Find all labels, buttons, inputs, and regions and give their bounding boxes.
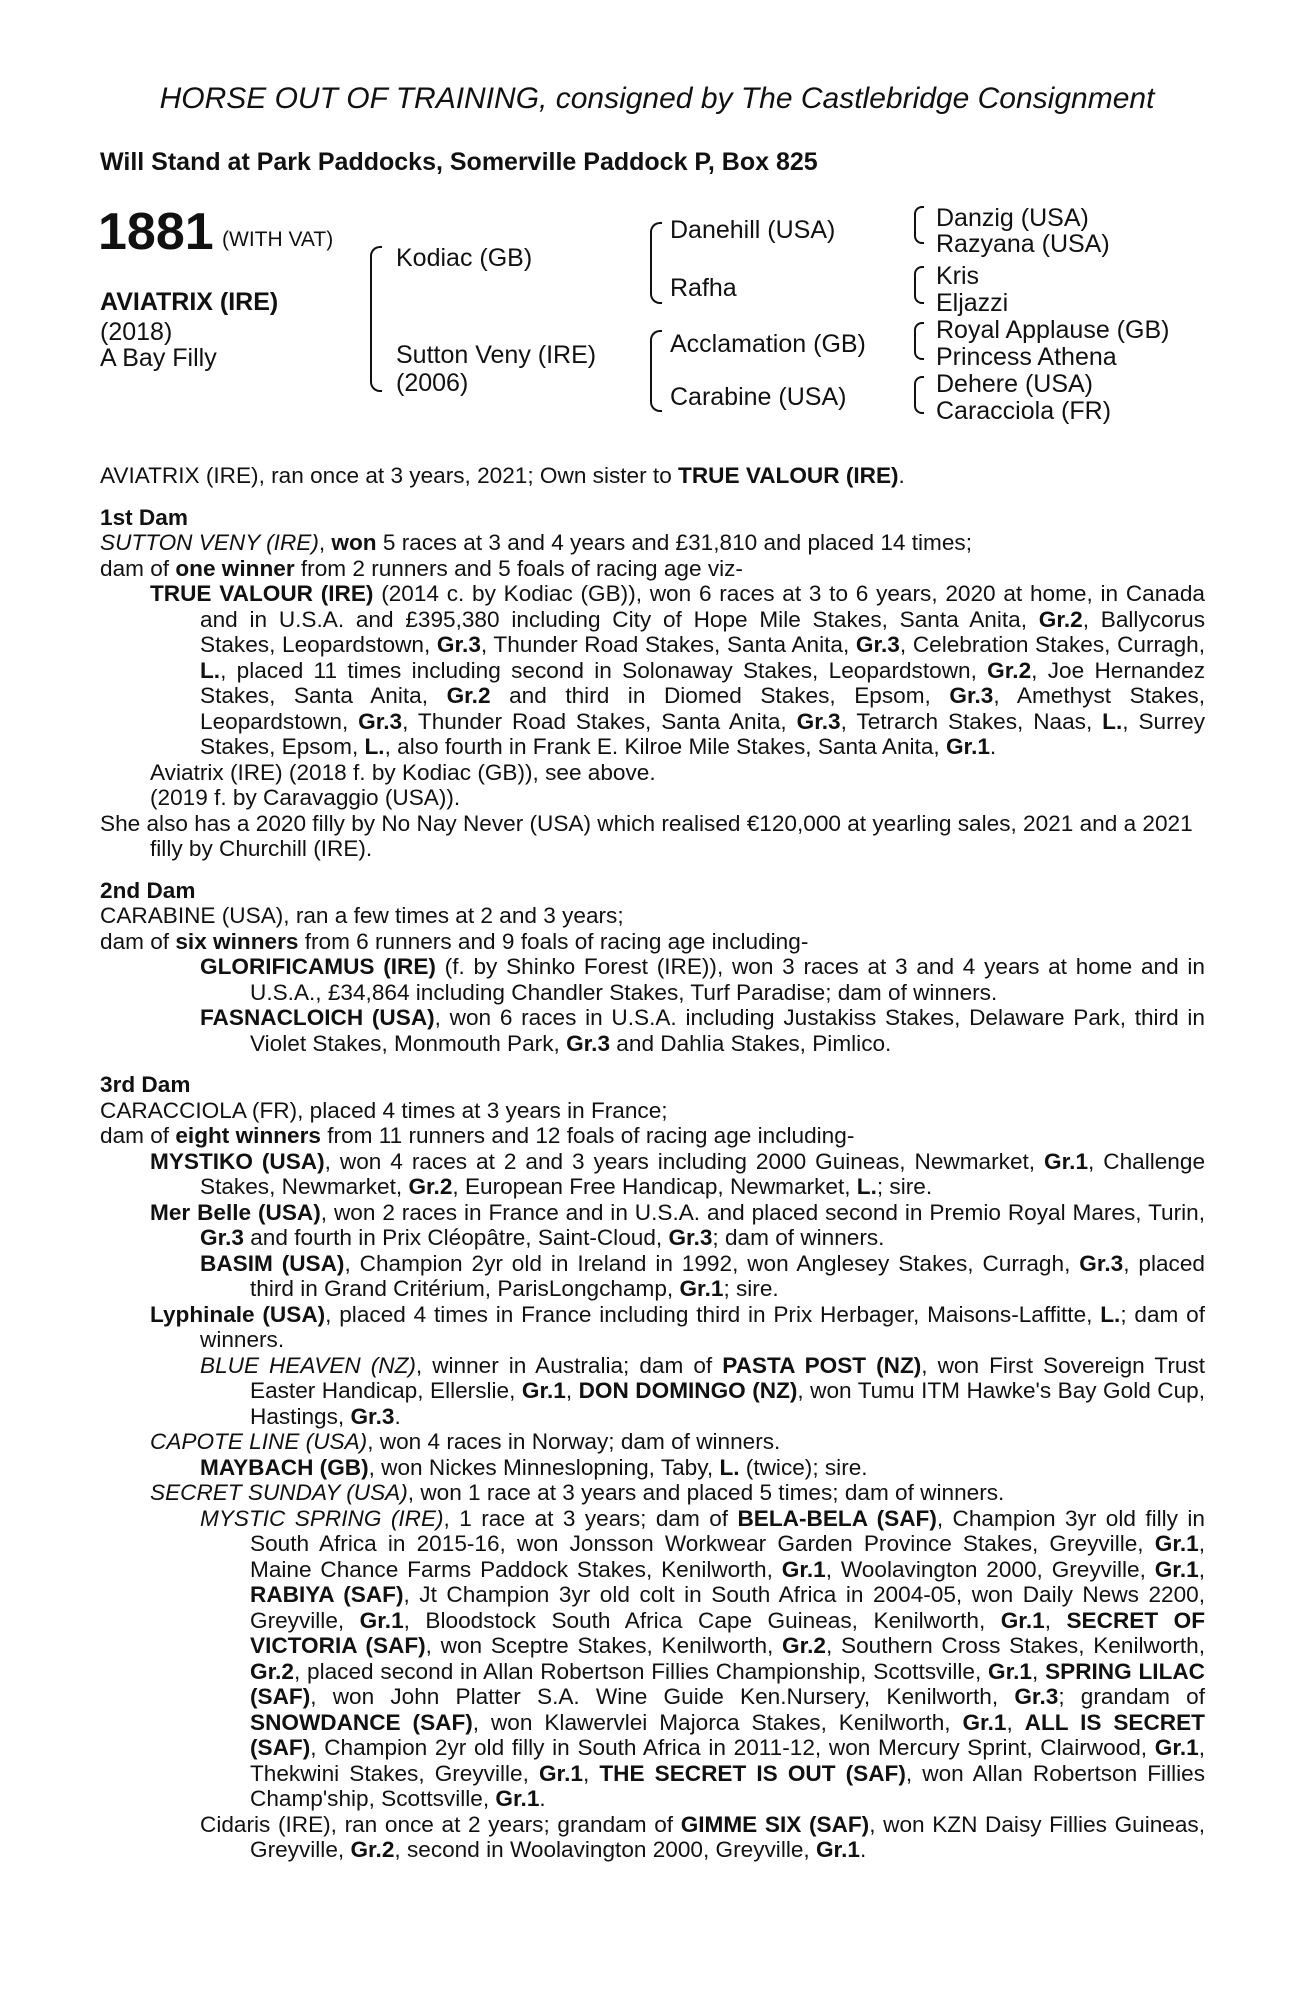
text-run: , Bloodstock South Africa Cape Guineas, Kenilworth, [403, 1607, 1001, 1633]
text-run: . [539, 1786, 546, 1811]
bold-text: DON DOMINGO (NZ) [578, 1378, 798, 1403]
stand-location: Will Stand at Park Paddocks, Somerville Paddock P, Box 825 [100, 148, 818, 176]
bold-text: FASNACLOICH (USA) [200, 1005, 435, 1030]
text-run: (2014 c. by Kodiac (GB)), won 6 races at 3 to 6 years, 2020 at home, in Canada and in U.S.A. and £395,380 including City of Hope Mile Stakes, Santa Anita, [200, 581, 1205, 632]
text-run: , Surrey Stakes, Epsom, [200, 708, 1206, 759]
text-run: , Maine Chance Farms Paddock Stakes, Kenilworth, [250, 1531, 1205, 1582]
vat-note: (WITH VAT) [222, 228, 334, 251]
gen3-brace-3 [914, 322, 924, 360]
text-run: , placed 11 times including second in Solonaway Stakes, Leopardstown, [220, 657, 988, 683]
text-run: , won 4 races at 2 and 3 years including 2000 Guineas, Newmarket, [324, 1148, 1045, 1174]
pedigree-dsd: Princess Athena [936, 343, 1117, 371]
bold-text: Gr.2 [408, 1174, 453, 1199]
text-run: , Amethyst Stakes, Leopardstown, [200, 683, 1205, 734]
text-run: and Dahlia Stakes, Pimlico. [610, 1030, 892, 1056]
pedigree-dss: Royal Applause (GB) [936, 316, 1170, 344]
sep: , [318, 530, 332, 555]
text-run: , won Nickes Minneslopning, Taby, [368, 1454, 720, 1480]
text-run: , won John Platter S.A. Wine Guide Ken.Nursery, Kenilworth, [310, 1684, 1015, 1709]
pedigree-dam-sire: Acclamation (GB) [670, 330, 866, 358]
winner-count: one winner [175, 555, 295, 581]
bold-text: Gr.2 [446, 683, 491, 708]
produce-summary: from 6 runners and 9 foals of racing age including- [298, 928, 809, 954]
bold-text: Gr.3 [200, 1225, 244, 1250]
produce-capote-line [100, 1429, 1205, 1455]
bold-text: Gr.1 [988, 1658, 1032, 1684]
bold-text: Gr.1 [945, 734, 990, 759]
bold-text: GLORIFICAMUS (IRE) [200, 954, 436, 979]
bold-text: L. [200, 657, 221, 683]
pedigree-sds: Kris [936, 262, 980, 290]
gen3-brace-1 [914, 206, 924, 244]
text-run: and third in Diomed Stakes, Epsom, [490, 683, 950, 708]
third-dam-produce-line [100, 1123, 1205, 1149]
winner-count: eight winners [175, 1123, 321, 1148]
text-run: and fourth in Prix Cléopâtre, Saint-Cloud, [243, 1225, 669, 1250]
winner-count: six winners [175, 928, 299, 954]
text-run: , Woolavington 2000, Greyville, [825, 1556, 1155, 1582]
bold-text: Gr.1 [815, 1837, 860, 1862]
produce-glorificamus [100, 954, 1205, 1005]
text-run: , Ballycorus Stakes, Leopardstown, [200, 606, 1205, 657]
bold-text: Gr.2 [350, 1837, 395, 1862]
bold-text: Gr.1 [679, 1276, 724, 1301]
italic-text: BLUE HEAVEN (NZ) [200, 1352, 416, 1378]
italic-text: CAPOTE LINE (USA) [150, 1429, 368, 1454]
text-run: , won 2 races in France and in U.S.A. and placed second in Premio Royal Mares, Turin, [320, 1199, 1205, 1225]
text-run: , Jt Champion 3yr old colt in South Africa in 2004-05, won Daily News 2200, Greyville, [250, 1582, 1205, 1633]
text-run: , won Allan Robertson Fillies Champ'ship, Scottsville, [250, 1760, 1205, 1811]
bold-text: Gr.1 [781, 1556, 826, 1582]
pedigree-sdd: Eljazzi [936, 289, 1009, 317]
bold-text: MYSTIKO (USA) [150, 1148, 325, 1174]
bold-text: Gr.3 [358, 708, 403, 734]
text-run: ; sire. [723, 1276, 779, 1301]
produce-cidaris [100, 1812, 1205, 1863]
text-run: , won Klawervlei Majorca Stakes, Kenilworth, [472, 1709, 963, 1735]
bold-text: Gr.2 [987, 657, 1032, 683]
bold-text: L. [1102, 708, 1123, 734]
text-run: , won 6 races in U.S.A. including Justakiss Stakes, Delaware Park, third in Violet Stakes, Monmouth Park, [250, 1005, 1205, 1056]
produce-true-valour [100, 581, 1205, 760]
text-run: ; dam of winners. [200, 1301, 1205, 1352]
bold-text: GIMME SIX (SAF) [680, 1811, 870, 1837]
bold-text: Gr.1 [495, 1786, 540, 1811]
text-run: (f. by Shinko Forest (IRE)), won 3 races at 3 and 4 years at home and in U.S.A., £34,864 including Chandler Stakes, Turf Paradise; dam of winners. [250, 954, 1205, 1005]
produce-summary: from 11 runners and 12 foals of racing age including- [320, 1123, 855, 1148]
summary-text: AVIATRIX (IRE), ran once at 3 years, 2021; Own sister to [100, 463, 679, 488]
summary-end: . [898, 463, 905, 488]
text-run: , Champion 2yr old in Ireland in 1992, won Anglesey Stakes, Curragh, [344, 1250, 1080, 1276]
pedigree-dam-year: (2006) [396, 369, 469, 397]
pedigree-sire: Kodiac (GB) [396, 244, 533, 272]
bold-text: Gr.3 [668, 1225, 713, 1250]
produce-fasnacloich [100, 1005, 1205, 1056]
bold-text: Gr.2 [1038, 606, 1083, 632]
second-dam-heading: 2nd Dam [100, 877, 196, 903]
text-run: , European Free Handicap, Newmarket, [452, 1174, 857, 1199]
bold-text: SPRING LILAC (SAF) [250, 1658, 1206, 1709]
bold-text: Gr.1 [1044, 1148, 1089, 1174]
dam-record: 5 races at 3 and 4 years and £31,810 and placed 14 times; [376, 530, 972, 555]
bold-text: Gr.3 [855, 632, 900, 657]
text-run: , won KZN Daisy Fillies Guineas, Greyville, [250, 1811, 1206, 1862]
sister-name: TRUE VALOUR (IRE) [678, 463, 899, 488]
third-dam-line: CARACCIOLA (FR), placed 4 times at 3 years in France; [100, 1097, 668, 1123]
produce-summary: from 2 runners and 5 foals of racing age viz- [294, 555, 743, 581]
bold-text: Gr.1 [962, 1709, 1007, 1735]
text-run: , Thekwini Stakes, Greyville, [250, 1735, 1205, 1786]
text-run: ; dam of winners. [712, 1225, 885, 1250]
text-run: , [582, 1760, 600, 1786]
bold-text: Gr.1 [1000, 1607, 1045, 1633]
produce-mystic-spring [100, 1506, 1205, 1812]
dam-of: dam of [100, 928, 176, 954]
produce-note: She also has a 2020 filly by No Nay Never (USA) which realised €120,000 at yearling sales, 2021 and a 2021 filly by Churchill (IRE). [100, 810, 1193, 861]
gen3-brace-2 [914, 266, 924, 304]
bold-text: Gr.1 [1154, 1556, 1199, 1582]
consignor-header: HORSE OUT OF TRAINING, consigned by The Castlebridge Consignment [159, 82, 1155, 115]
bold-text: SECRET OF VICTORIA (SAF) [250, 1607, 1206, 1658]
text-run: , Challenge Stakes, Newmarket, [200, 1148, 1206, 1199]
bold-text: Lyphinale (USA) [150, 1301, 326, 1327]
bold-text: Gr.2 [250, 1658, 294, 1684]
text-run: , Celebration Stakes, Curragh, [899, 632, 1205, 657]
produce-basim [100, 1251, 1205, 1302]
first-dam-heading: 1st Dam [100, 504, 188, 530]
bold-text: Gr.1 [359, 1607, 404, 1633]
produce-2019: (2019 f. by Caravaggio (USA)). [150, 785, 461, 810]
pedigree-dam: Sutton Veny (IRE) [396, 341, 597, 369]
pedigree-ssd: Razyana (USA) [936, 230, 1110, 258]
text-run: , Champion 2yr old filly in South Africa in 2011-12, won Mercury Sprint, Clairwood, [310, 1735, 1155, 1760]
bold-text: Gr.3 [1014, 1684, 1059, 1709]
second-dam-line: CARABINE (USA), ran a few times at 2 and 3 years; [100, 903, 624, 928]
bold-text: THE SECRET IS OUT (SAF) [599, 1760, 906, 1786]
text-run: . [394, 1403, 401, 1429]
bold-text: Gr.3 [566, 1030, 611, 1056]
bold-text: Gr.3 [1079, 1250, 1124, 1276]
text-run: ; grandam of [1058, 1684, 1205, 1709]
third-dam-heading: 3rd Dam [100, 1072, 191, 1097]
sire-dam-brace [370, 246, 382, 392]
bold-text: ALL IS SECRET (SAF) [250, 1709, 1205, 1760]
bold-text: Gr.2 [782, 1633, 826, 1658]
produce-lyphinale [100, 1302, 1205, 1353]
text-run: , [565, 1378, 579, 1403]
text-run: , won First Sovereign Trust Easter Handicap, Ellerslie, [250, 1352, 1205, 1403]
text-run: , [1044, 1607, 1067, 1633]
text-run: , [1006, 1709, 1025, 1735]
text-run: (twice); sire. [739, 1454, 868, 1480]
produce-mystiko [100, 1149, 1205, 1200]
dam-name: SUTTON VENY (IRE) [100, 530, 319, 555]
bold-text: Gr.3 [350, 1403, 395, 1429]
text-run: , Tetrarch Stakes, Naas, [840, 708, 1103, 734]
horse-year: (2018) [100, 318, 173, 346]
bold-text: Gr.3 [436, 632, 481, 657]
dam-line-brace [650, 330, 662, 412]
bold-text: SNOWDANCE (SAF) [250, 1709, 473, 1735]
text-run: , winner in Australia; dam of [415, 1352, 723, 1378]
bold-text: Gr.1 [538, 1760, 583, 1786]
pedigree-ddd: Caracciola (FR) [936, 397, 1112, 425]
text-run: , second in Woolavington 2000, Greyville, [394, 1837, 816, 1862]
dam-of: dam of [100, 1123, 176, 1148]
bold-text: BASIM (USA) [200, 1250, 345, 1276]
dam-of: dam of [100, 555, 176, 581]
text-run: Cidaris (IRE), ran once at 2 years; grandam of [200, 1811, 681, 1837]
produce-secret-sunday [100, 1480, 1205, 1506]
horse-name: AVIATRIX (IRE) [100, 288, 279, 316]
sire-line-brace [650, 222, 662, 304]
italic-text: SECRET SUNDAY (USA) [150, 1480, 408, 1505]
bold-text: Gr.3 [796, 708, 841, 734]
text-run: , 1 race at 3 years; dam of [443, 1505, 738, 1531]
bold-text: RABIYA (SAF) [250, 1582, 404, 1607]
bold-text: Gr.3 [949, 683, 994, 708]
pedigree-sss: Danzig (USA) [936, 204, 1089, 232]
produce-mer-belle [100, 1200, 1205, 1251]
bold-text: Mer Belle (USA) [150, 1199, 321, 1225]
pedigree-sire-dam: Rafha [670, 274, 737, 302]
bold-text: Gr.1 [521, 1378, 566, 1403]
produce-blue-heaven [100, 1353, 1205, 1430]
produce-maybach [100, 1455, 1205, 1481]
bold-text: BELA-BELA (SAF) [737, 1505, 937, 1531]
text-run: ; sire. [876, 1174, 933, 1199]
text-run: . [859, 1837, 867, 1862]
lot-number: 1881 [98, 203, 214, 261]
text-run: , won 4 races in Norway; dam of winners. [367, 1429, 781, 1454]
first-dam-line [100, 530, 1205, 556]
text-run: , [1032, 1658, 1046, 1684]
second-dam-produce-line [100, 929, 1205, 955]
pedigree-dds: Dehere (USA) [936, 370, 1093, 398]
text-run: , Joe Hernandez Stakes, Santa Anita, [200, 657, 1205, 708]
text-run: , won Sceptre Stakes, Kenilworth, [425, 1633, 783, 1658]
text-run: , won Tumu ITM Hawke's Bay Gold Cup, Hastings, [250, 1378, 1205, 1429]
bold-text: PASTA POST (NZ) [722, 1352, 922, 1378]
text-run: , won 1 race at 3 years and placed 5 times; dam of winners. [407, 1480, 1005, 1505]
bold-text: TRUE VALOUR (IRE) [150, 581, 374, 606]
bold-text: Gr.1 [1154, 1531, 1199, 1556]
pedigree-sire-sire: Danehill (USA) [670, 216, 836, 244]
bold-text: L. [856, 1174, 877, 1199]
catalogue-body [100, 463, 1205, 1863]
produce-aviatrix: Aviatrix (IRE) (2018 f. by Kodiac (GB)), see above. [150, 759, 656, 785]
text-run: . [989, 734, 997, 759]
text-run: , Southern Cross Stakes, Kenilworth, [826, 1633, 1206, 1658]
text-run: , [1198, 1556, 1205, 1582]
bold-text: MAYBACH (GB) [200, 1454, 369, 1480]
horse-description: A Bay Filly [100, 344, 217, 372]
text-run: , placed third in Grand Critérium, ParisLongchamp, [250, 1250, 1205, 1301]
first-dam-produce-line [100, 556, 1205, 582]
italic-text: MYSTIC SPRING (IRE) [200, 1505, 444, 1531]
text-run: , Thunder Road Stakes, Santa Anita, [480, 632, 856, 657]
gen3-brace-4 [914, 376, 924, 414]
pedigree-dam-dam: Carabine (USA) [670, 383, 847, 411]
text-run: , Champion 3yr old filly in South Africa in 2015-16, won Jonsson Workwear Garden Province Stakes, Greyville, [250, 1505, 1205, 1556]
bold-text: L. [719, 1454, 740, 1480]
text-run: , Thunder Road Stakes, Santa Anita, [402, 708, 797, 734]
bold-text: Gr.1 [1154, 1735, 1199, 1760]
bold-text: L. [1100, 1301, 1121, 1327]
text-run: , also fourth in Frank E. Kilroe Mile Stakes, Santa Anita, [384, 734, 946, 759]
text-run: , placed 4 times in France including third in Prix Herbager, Maisons-Laffitte, [325, 1301, 1101, 1327]
won-word: won [331, 530, 377, 555]
text-run: , placed second in Allan Robertson Fillies Championship, Scottsville, [293, 1658, 989, 1684]
summary-line [100, 463, 1205, 489]
bold-text: L. [364, 734, 385, 759]
